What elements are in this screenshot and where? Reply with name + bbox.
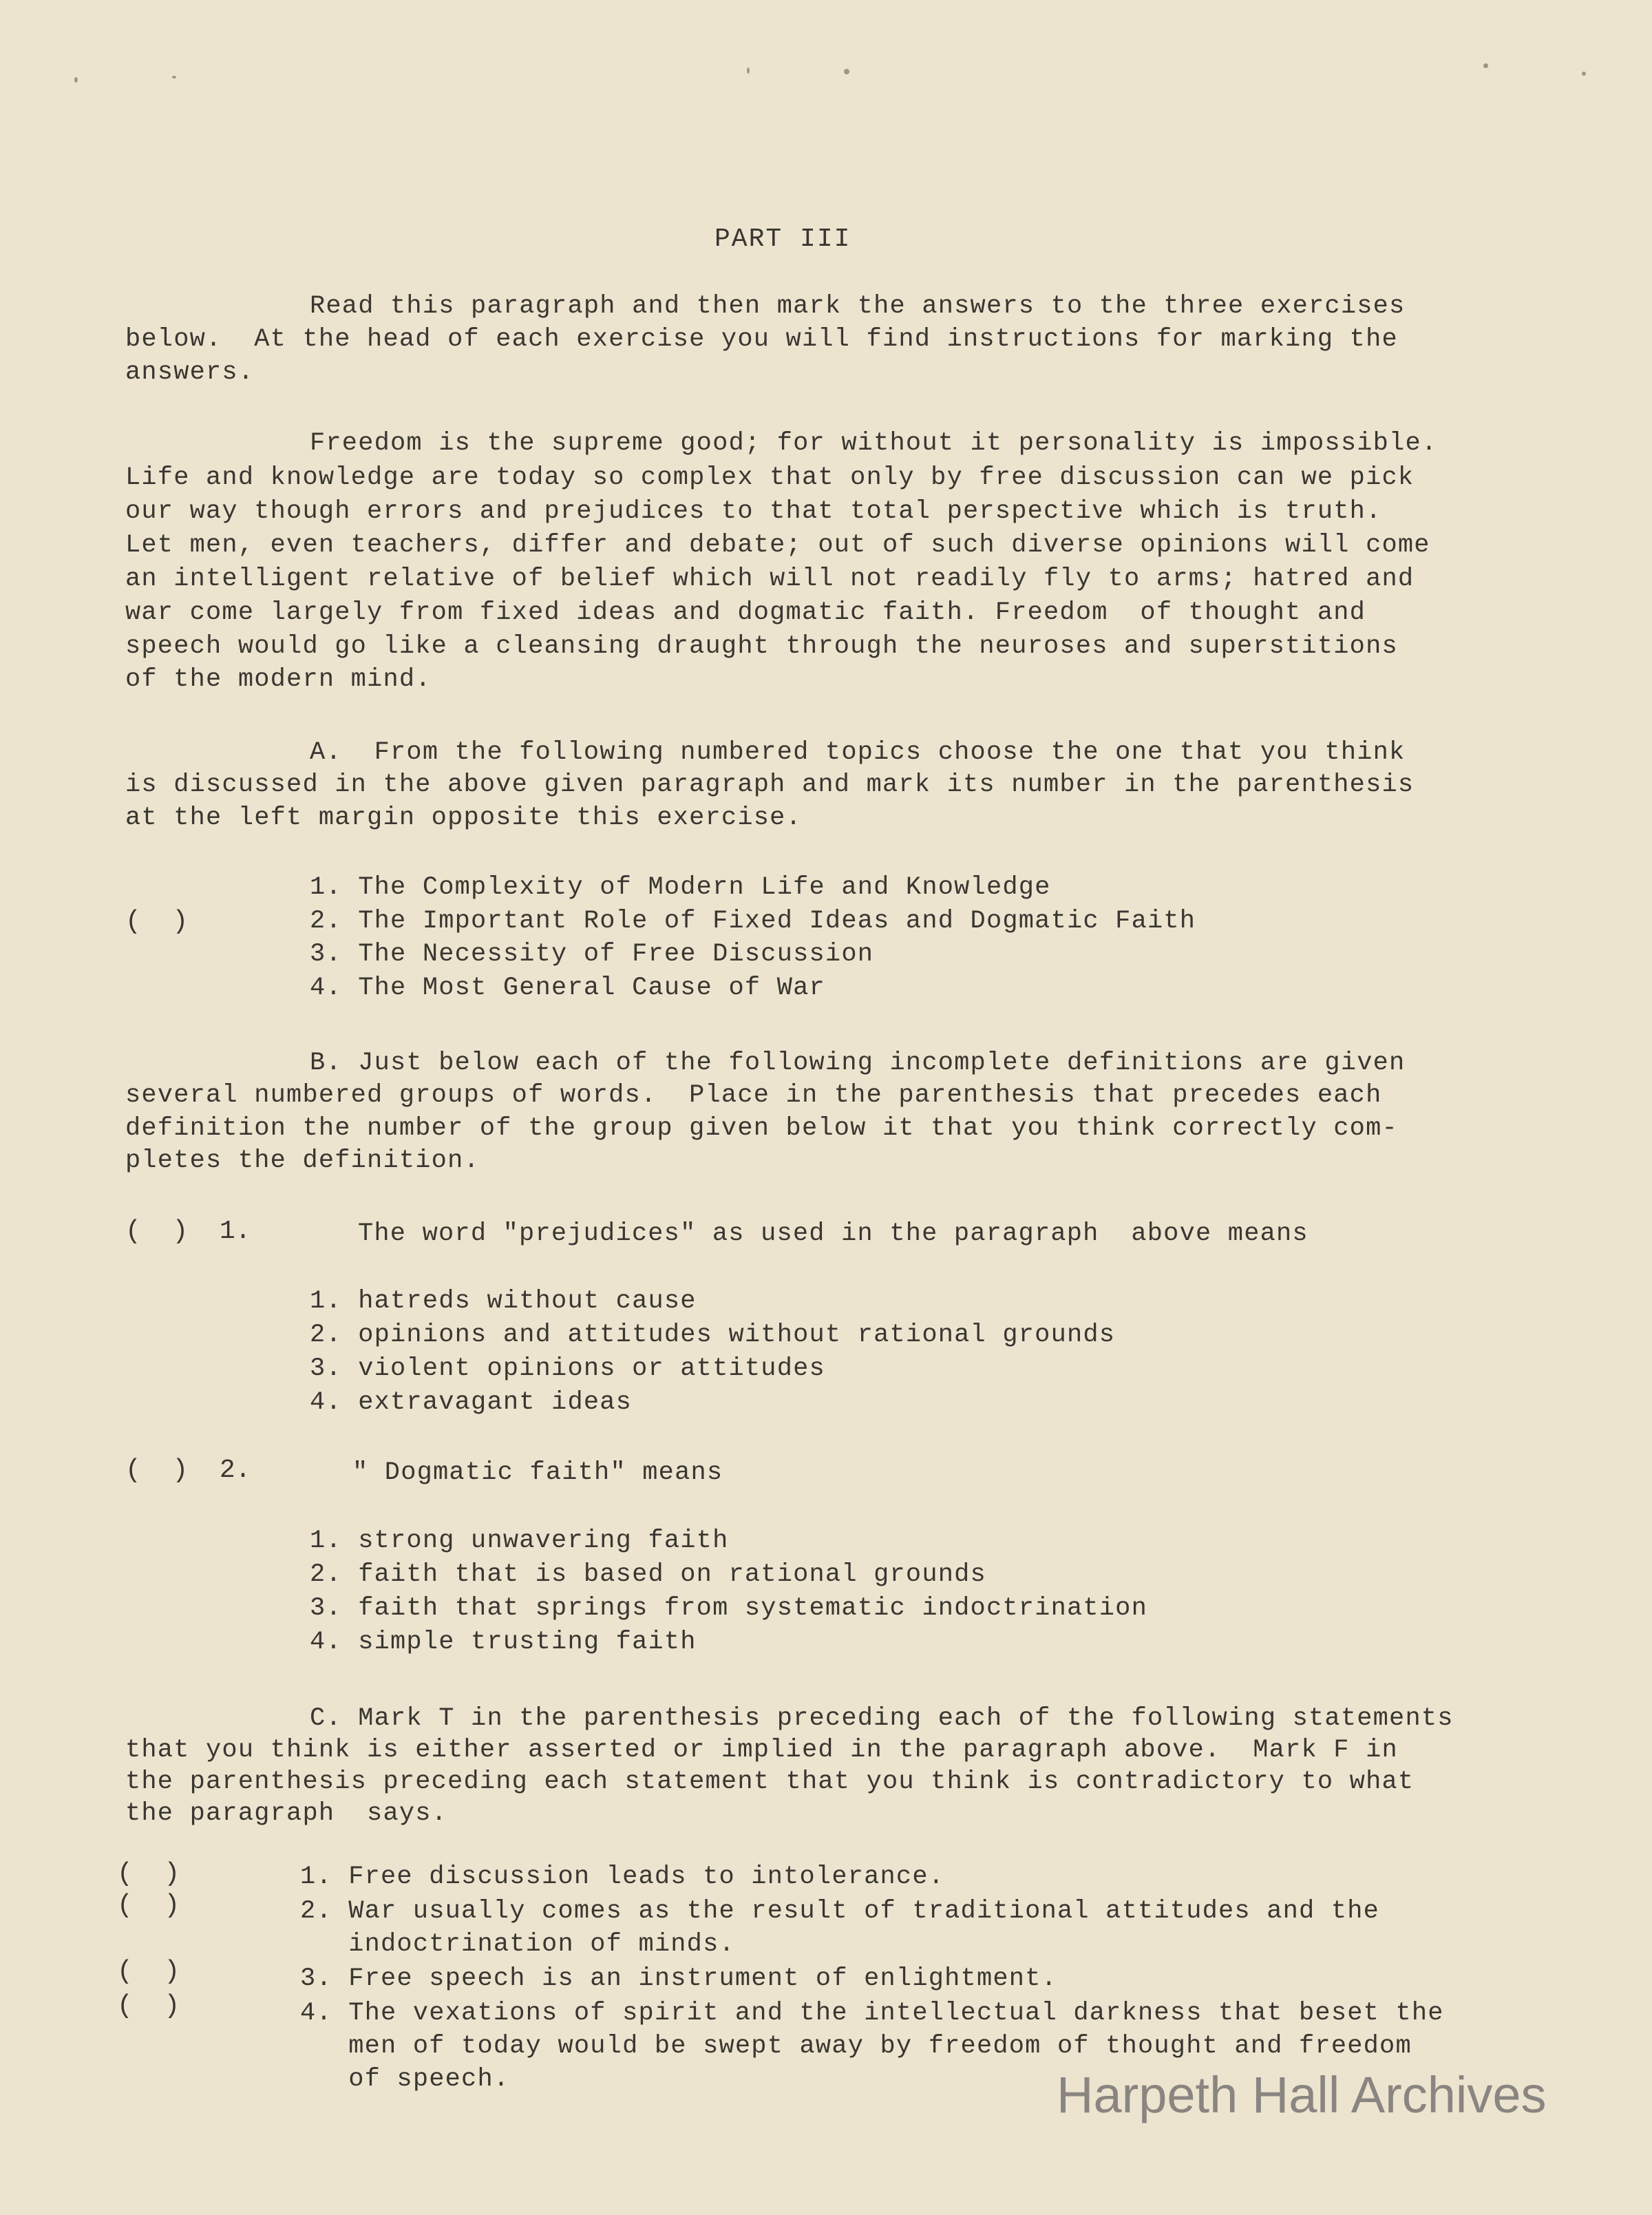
exercise-a-option: 4. The Most General Cause of War	[310, 974, 825, 1002]
paragraph-line: Freedom is the supreme good; for without it personality is impossible.	[310, 429, 1438, 458]
paper-speck	[1582, 72, 1586, 76]
exercise-a-option: 2. The Important Role of Fixed Ideas and Dogmatic Faith	[310, 907, 1196, 936]
definition-option: 4. simple trusting faith	[310, 1628, 697, 1657]
definition-option: 2. faith that is based on rational grounds	[310, 1560, 986, 1589]
statement-line: 4. The vexations of spirit and the intellectual darkness that beset the	[300, 1999, 1444, 2028]
paper-speck	[172, 76, 176, 78]
paragraph-line: war come largely from fixed ideas and dogmatic faith. Freedom of thought and	[125, 598, 1366, 627]
exercise-c-instructions: the parenthesis preceding each statement that you think is contradictory to what	[125, 1767, 1415, 1796]
statement-line: indoctrination of minds.	[300, 1930, 735, 1959]
exercise-a-instructions: at the left margin opposite this exercise.	[125, 804, 802, 832]
exercise-a-instructions: A. From the following numbered topics choose the one that you think	[310, 738, 1406, 767]
exercise-c-instructions: C. Mark T in the parenthesis preceding each of the following statements	[310, 1704, 1454, 1733]
paragraph-line: of the modern mind.	[125, 665, 432, 694]
answer-parenthesis[interactable]: ( )	[117, 1891, 180, 1920]
exercise-b-instructions: pletes the definition.	[125, 1146, 480, 1175]
paragraph-line: Life and knowledge are today so complex that only by free discussion can we pick	[125, 463, 1415, 492]
exercise-b-instructions: B. Just below each of the following incomplete definitions are given	[310, 1049, 1406, 1078]
paragraph-line: our way though errors and prejudices to that total perspective which is truth.	[125, 497, 1382, 526]
answer-parenthesis[interactable]: ( ) 1.	[125, 1217, 251, 1246]
definition-prompt: The word "prejudices" as used in the paragraph above means	[358, 1219, 1309, 1248]
answer-parenthesis[interactable]: ( )	[117, 1957, 180, 1986]
paper-speck	[74, 77, 78, 83]
definition-option: 4. extravagant ideas	[310, 1388, 633, 1417]
statement-line: 3. Free speech is an instrument of enlightment.	[300, 1964, 1057, 1993]
definition-option: 3. violent opinions or attitudes	[310, 1354, 825, 1383]
archive-watermark: Harpeth Hall Archives	[1057, 2066, 1547, 2123]
intro-line: answers.	[125, 358, 255, 387]
answer-parenthesis[interactable]: ( ) 2.	[125, 1456, 251, 1485]
intro-line: Read this paragraph and then mark the answers to the three exercises	[310, 292, 1406, 321]
paper-speck	[844, 69, 849, 74]
answer-parenthesis[interactable]: ( )	[125, 907, 189, 936]
definition-option: 2. opinions and attitudes without rational grounds	[310, 1321, 1116, 1350]
definition-option: 1. strong unwavering faith	[310, 1526, 729, 1555]
intro-line: below. At the head of each exercise you will find instructions for marking the	[125, 325, 1398, 354]
paragraph-line: an intelligent relative of belief which will not readily fly to arms; hatred and	[125, 565, 1415, 594]
exercise-a-option: 1. The Complexity of Modern Life and Knowledge	[310, 873, 1051, 902]
paragraph-line: Let men, even teachers, differ and debate; out of such diverse opinions will come	[125, 531, 1430, 560]
answer-parenthesis[interactable]: ( )	[117, 1859, 180, 1889]
statement-line: men of today would be swept away by freedom of thought and freedom	[300, 2032, 1412, 2061]
statement-line: of speech.	[300, 2065, 510, 2094]
exercise-b-instructions: definition the number of the group given below it that you think correctly com-	[125, 1114, 1398, 1143]
statement-line: 2. War usually comes as the result of traditional attitudes and the	[300, 1897, 1380, 1926]
paper-speck	[747, 67, 750, 74]
statement-line: 1. Free discussion leads to intolerance.	[300, 1862, 945, 1891]
paper-speck	[1483, 63, 1488, 68]
exercise-a-option: 3. The Necessity of Free Discussion	[310, 940, 874, 969]
answer-parenthesis[interactable]: ( )	[117, 1991, 180, 2021]
definition-option: 3. faith that springs from systematic indoctrination	[310, 1594, 1147, 1623]
page-title: PART III	[714, 224, 851, 254]
definition-prompt: " Dogmatic faith" means	[352, 1458, 723, 1487]
exercise-b-instructions: several numbered groups of words. Place in the parenthesis that precedes each	[125, 1081, 1382, 1110]
paragraph-line: speech would go like a cleansing draught through the neuroses and superstitions	[125, 632, 1398, 661]
exercise-a-instructions: is discussed in the above given paragraph and mark its number in the parenthesis	[125, 770, 1415, 799]
exercise-c-instructions: that you think is either asserted or implied in the paragraph above. Mark F in	[125, 1736, 1398, 1765]
exercise-c-instructions: the paragraph says.	[125, 1799, 448, 1828]
definition-option: 1. hatreds without cause	[310, 1287, 697, 1316]
